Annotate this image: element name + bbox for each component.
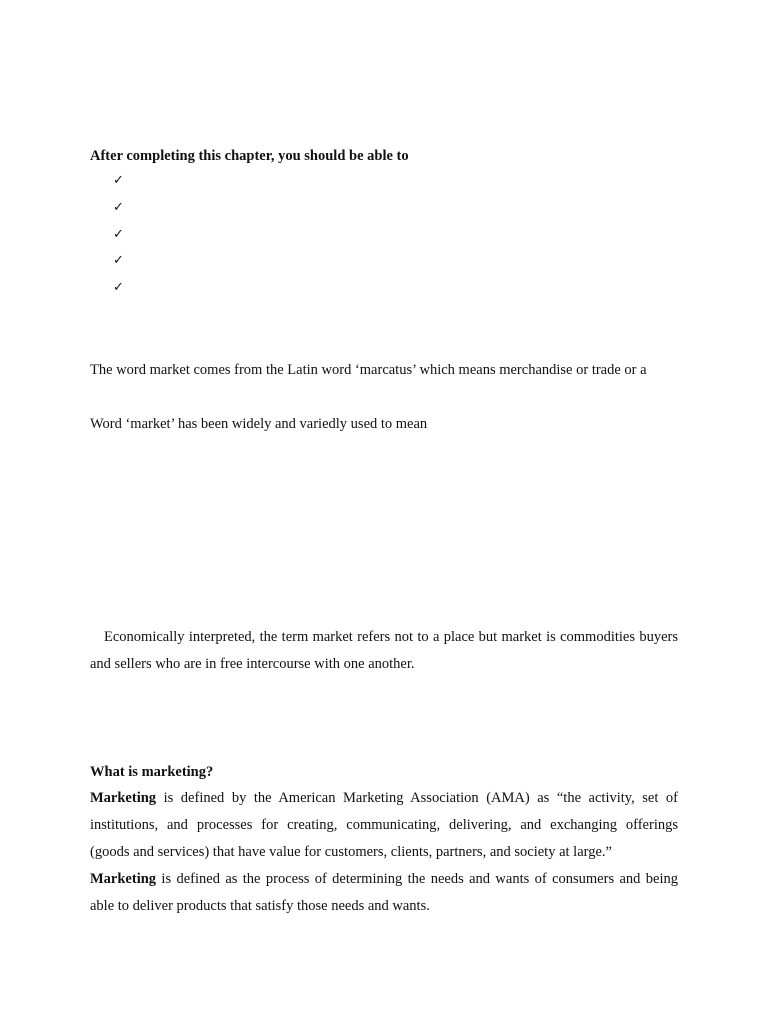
ama-definition-line: (goods and services) that have value for customers, clients, partners, and society at large.” bbox=[90, 844, 612, 860]
economic-definition-paragraph bbox=[90, 624, 678, 678]
ama-definition-line bbox=[90, 785, 678, 812]
check-mark-icon: ✓ bbox=[113, 253, 124, 268]
ama-definition-line: institutions, and processes for creating, communicating, delivering, and exchanging offerings bbox=[90, 817, 678, 833]
check-mark-icon: ✓ bbox=[113, 280, 124, 295]
process-definition-text: is defined as the process of determining the needs and wants of consumers and being bbox=[156, 871, 678, 887]
process-definition-line bbox=[90, 866, 678, 893]
economic-definition-line: and sellers who are in free intercourse with one another. bbox=[90, 656, 415, 672]
marketing-term: Marketing bbox=[90, 871, 157, 887]
marketing-term: Marketing bbox=[90, 790, 157, 806]
market-origin-paragraph: The word market comes from the Latin word ‘marcatus’ which means merchandise or trade or a bbox=[90, 362, 647, 378]
what-is-marketing-heading: What is marketing? bbox=[90, 764, 214, 780]
market-usage-paragraph: Word ‘market’ has been widely and variedly used to mean bbox=[90, 416, 428, 432]
check-mark-icon: ✓ bbox=[113, 227, 124, 242]
check-mark-icon: ✓ bbox=[113, 200, 124, 215]
check-mark-icon: ✓ bbox=[113, 173, 124, 188]
process-definition-line: able to deliver products that satisfy those needs and wants. bbox=[90, 898, 430, 914]
objectives-heading: After completing this chapter, you should be able to bbox=[90, 148, 409, 164]
economic-definition-line: Economically interpreted, the term market refers not to a place but market is commodities buyers bbox=[104, 629, 678, 645]
ama-definition-text: is defined by the American Marketing Association (AMA) as “the activity, set of bbox=[156, 790, 678, 806]
marketing-definitions bbox=[90, 785, 678, 920]
